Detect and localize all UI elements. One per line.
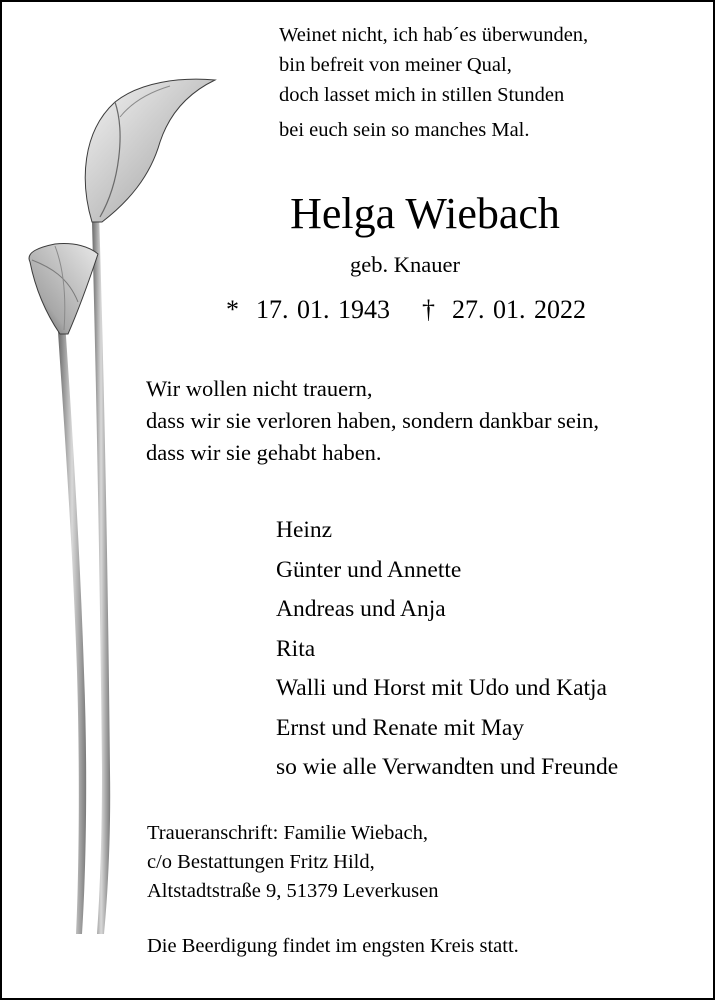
poem	[279, 20, 588, 145]
birth-symbol: *	[226, 295, 239, 324]
address-line: Traueranschrift: Familie Wiebach,	[147, 822, 428, 844]
mourner-entry: Walli und Horst mit Udo und Katja	[276, 675, 607, 701]
mourner-entry: Andreas und Anja	[276, 596, 446, 622]
mourner-entry: Ernst und Renate mit May	[276, 714, 525, 741]
quote-line: dass wir sie gehabt haben.	[146, 440, 382, 465]
poem-line: bin befreit von meiner Qual,	[279, 54, 512, 76]
cross-icon: †	[422, 295, 435, 324]
maiden-name: geb. Knauer	[350, 252, 460, 277]
quote-line: dass wir sie verloren haben, sondern dankbar sein,	[146, 408, 599, 433]
mourner-entry: Günter und Annette	[276, 556, 462, 583]
mourner-entry: Rita	[276, 635, 316, 662]
life-dates	[226, 294, 586, 326]
burial-note: Die Beerdigung findet im engsten Kreis statt.	[147, 935, 519, 957]
mourner-entry: Heinz	[276, 517, 333, 543]
death-date: 27. 01. 2022	[452, 295, 586, 324]
quote	[146, 373, 599, 469]
poem-line: bei euch sein so manches Mal.	[279, 119, 530, 141]
poem-line: doch lasset mich in stillen Stunden	[279, 84, 565, 106]
birth-date: 17. 01. 1943	[256, 295, 390, 324]
deceased-name: Helga Wiebach	[290, 189, 560, 238]
quote-line: Wir wollen nicht trauern,	[146, 376, 373, 401]
poem-line: Weinet nicht, ich hab´es überwunden,	[279, 24, 589, 46]
mourners-list	[276, 511, 618, 788]
mourning-address	[147, 819, 438, 906]
address-line: c/o Bestattungen Fritz Hild,	[147, 851, 375, 873]
address-line: Altstadtstraße 9, 51379 Leverkusen	[147, 880, 439, 902]
mourner-entry: so wie alle Verwandten und Freunde	[276, 754, 619, 780]
